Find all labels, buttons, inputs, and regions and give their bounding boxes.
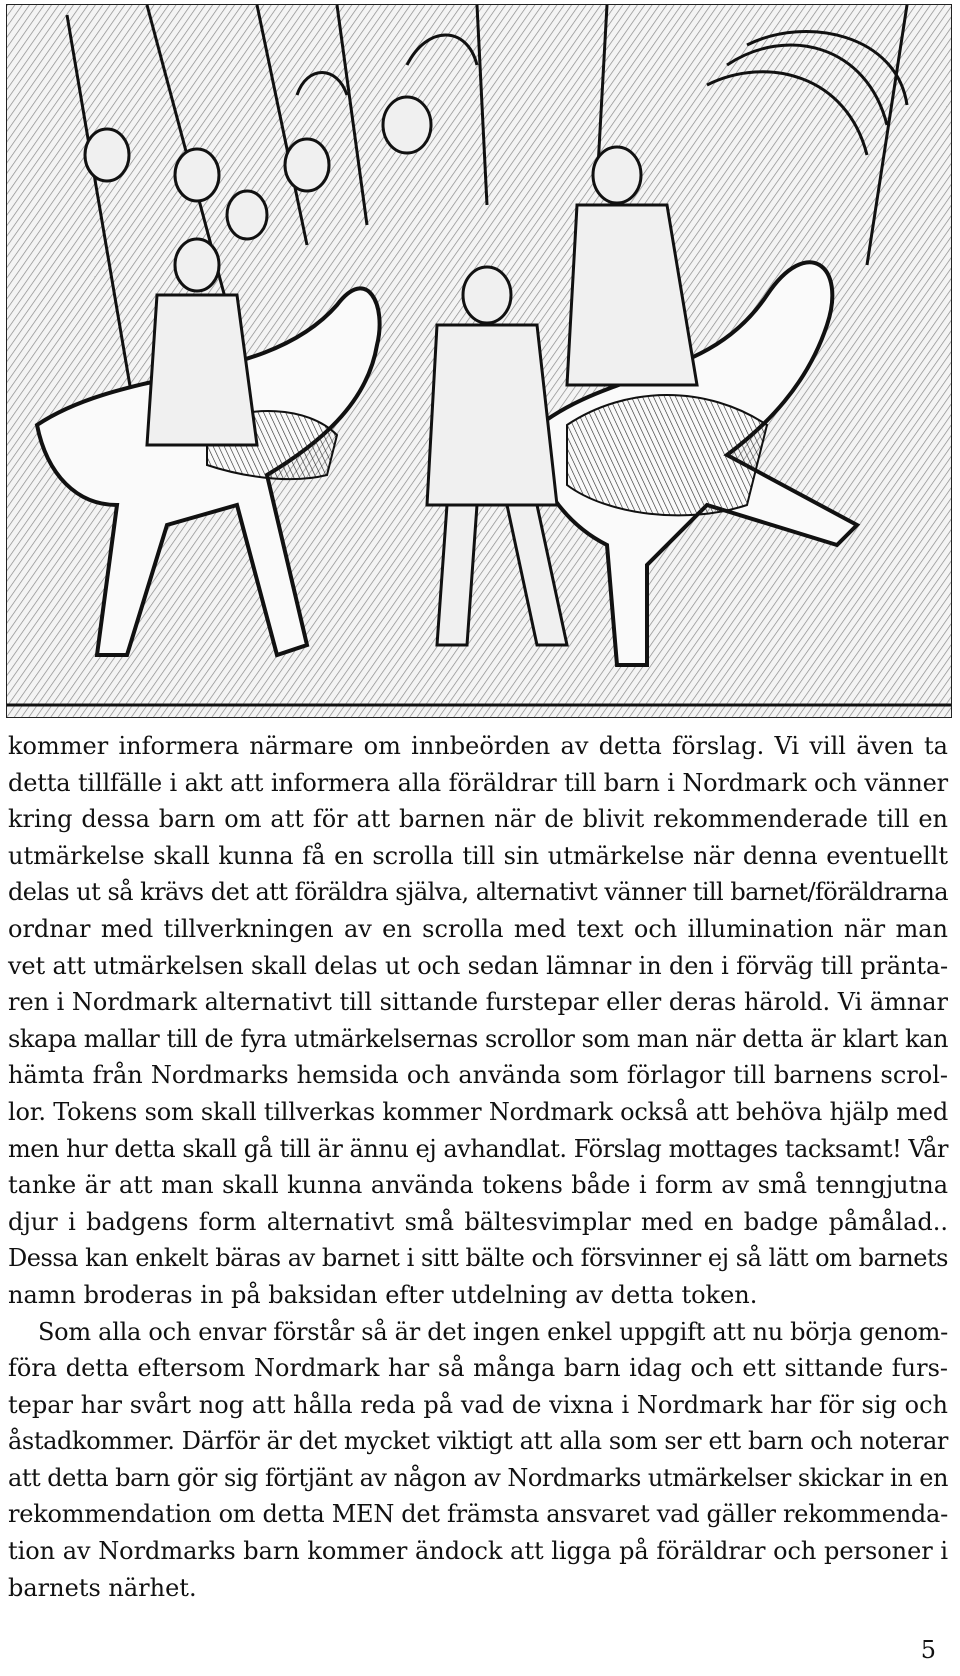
text-line: åstadkommer. Därför är det mycket viktigt att alla som ser ett barn och noterar: [8, 1427, 948, 1456]
text-line: kring dessa barn om att för att barnen när de blivit rekommenderade till en: [8, 805, 948, 834]
text-line: hämta från Nordmarks hemsida och använda som förlagor till barnens scrol-: [8, 1061, 948, 1090]
text-line: ren i Nordmark alternativt till sittande furstepar eller deras härold. Vi ämnar: [8, 988, 948, 1017]
text-line: Som alla och envar förstår så är det ingen enkel uppgift att nu börja genom-: [38, 1317, 948, 1346]
paragraph-2: [8, 1314, 948, 1607]
text-line: att detta barn gör sig förtjänt av någon av Nordmarks utmärkelser skickar in en: [8, 1463, 948, 1492]
text-line: kommer informera närmare om innbeörden av detta förslag. Vi vill även ta: [8, 732, 948, 760]
paragraph-1: [8, 728, 948, 1314]
text-line: namn broderas in på baksidan efter utdelning av detta token.: [8, 1280, 758, 1309]
text-line: men hur detta skall gå till är ännu ej avhandlat. Förslag mottages tacksamt! Vår: [8, 1134, 948, 1163]
page-number: 5: [920, 1636, 936, 1664]
text-line: ordnar med tillverkningen av en scrolla med text och illumination när man: [8, 914, 948, 943]
text-line: delas ut så krävs det att föräldra själva, alternativt vänner till barnet/föräldrarna: [8, 878, 948, 907]
text-line: Dessa kan enkelt bäras av barnet i sitt bälte och försvinner ej så lätt om barnets: [8, 1244, 948, 1273]
knights-procession-icon: [7, 5, 951, 717]
text-line: föra detta eftersom Nordmark har så många barn idag och ett sittande furs-: [8, 1354, 948, 1383]
text-line: djur i badgens form alternativt små bältesvimplar med en badge påmålad..: [8, 1207, 948, 1236]
body-text: [8, 728, 948, 1606]
text-line: rekommendation om detta MEN det främsta ansvaret vad gäller rekommenda-: [8, 1500, 948, 1529]
text-line: tepar har svårt nog att hålla reda på vad de vixna i Nordmark har för sig och: [8, 1390, 948, 1419]
text-line: lor. Tokens som skall tillverkas kommer Nordmark också att behöva hjälp med: [8, 1097, 948, 1126]
text-line: tion av Nordmarks barn kommer ändock att ligga på föräldrar och personer i: [8, 1537, 948, 1566]
text-line: tanke är att man skall kunna använda tokens både i form av små tenngjutna: [8, 1171, 948, 1200]
text-line: skapa mallar till de fyra utmärkelsernas scrollor som man när detta är klart kan: [8, 1024, 948, 1053]
text-line: detta tillfälle i akt att informera alla föräldrar till barn i Nordmark och vänner: [8, 768, 948, 797]
text-line: utmärkelse skall kunna få en scrolla till sin utmärkelse när denna eventuellt: [8, 841, 948, 870]
text-line: barnets närhet.: [8, 1573, 197, 1602]
text-line: vet att utmärkelsen skall delas ut och sedan lämnar in den i förväg till pränta-: [8, 951, 948, 980]
woodcut-illustration: [6, 4, 952, 718]
